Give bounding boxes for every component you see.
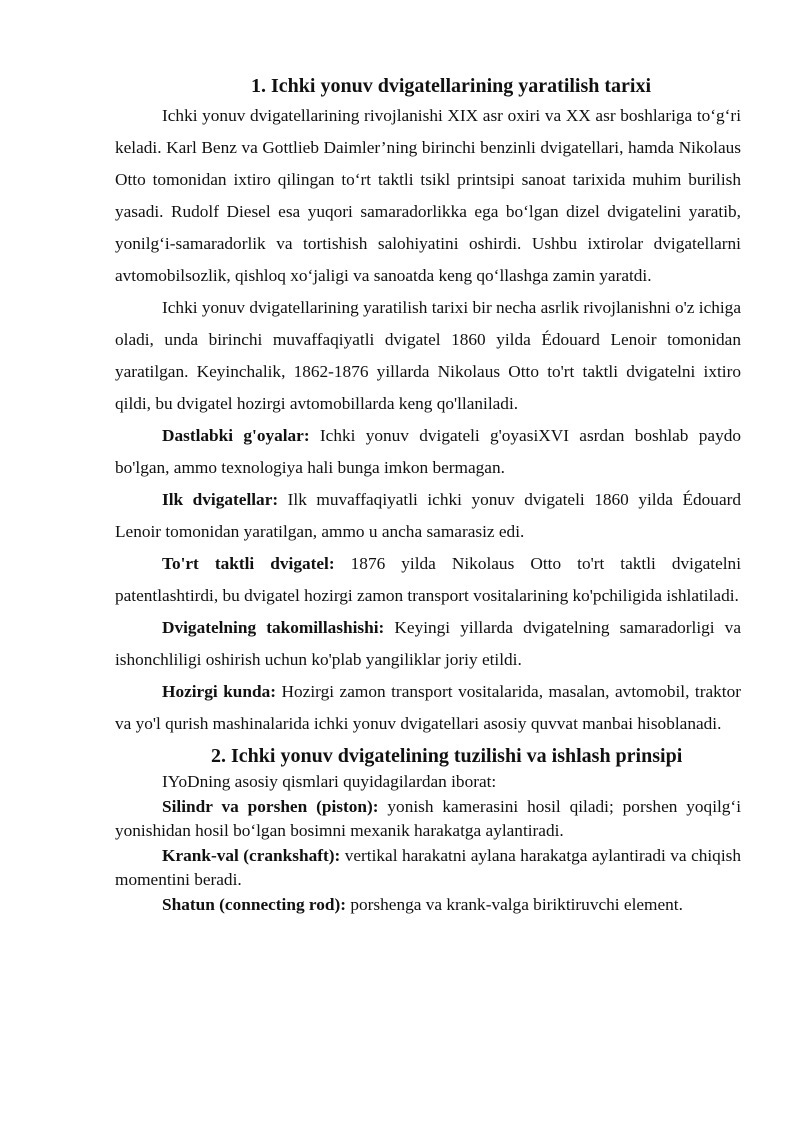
list-item-improvement <box>115 612 741 676</box>
list-item-first-engines <box>115 484 741 548</box>
term-improvement: Dvigatelning takomillashishi: <box>162 618 385 637</box>
text-early-ideas: Ichki yonuv dvigateli g'oyasiXVI asrdan boshlab paydo bo'lgan, ammo texnologiya hali bunga imkon bermagan. <box>115 426 741 477</box>
text-nowadays: Hozirgi zamon transport vositalarida, masalan, avtomobil, traktor va yo'l qurish mashinalarida ichki yonuv dvigatellari asosiy quvvat manbai hisoblanadi. <box>115 682 741 733</box>
text-cylinder-piston: yonish kamerasini hosil qiladi; porshen yoqilg‘i yonishidan hosil bo‘lgan bosimni mexanik harakatga aylantiradi. <box>115 796 741 840</box>
list-item-early-ideas <box>115 420 741 484</box>
list-item-cylinder-piston <box>115 795 741 844</box>
list-item-nowadays <box>115 676 741 740</box>
text-connecting-rod: porshenga va krank-valga biriktiruvchi element. <box>346 894 683 914</box>
term-nowadays: Hozirgi kunda: <box>162 682 277 701</box>
text-improvement: Keyingi yillarda dvigatelning samaradorligi va ishonchliligi oshirish uchun ko'plab yangiliklar joriy etildi. <box>115 618 741 669</box>
section-1-paragraph-2: Ichki yonuv dvigatellarining yaratilish tarixi bir necha asrlik rivojlanishni o'z ichiga oladi, unda birinchi muvaffaqiyatli dvigatel 1860 yilda Édouard Lenoir tomonidan yaratilgan. Keyinchalik, 1862-1876 yillarda Nikolaus Otto to'rt taktli dvigatelni ixtiro qildi, bu dvigatel hozirgi avtomobillarda keng qo'llaniladi. <box>115 298 741 413</box>
term-first-engines: Ilk dvigatellar: <box>162 490 279 509</box>
text-first-engines: Ilk muvaffaqiyatli ichki yonuv dvigateli 1860 yilda Édouard Lenoir tomonidan yaratilgan, ammo u ancha samarasiz edi. <box>115 490 742 541</box>
term-crankshaft: Krank-val (crankshaft): <box>162 845 341 865</box>
section-2-intro: IYoDning asosiy qismlari quyidagilardan iborat: <box>162 772 497 791</box>
term-cylinder-piston: Silindr va porshen (piston): <box>162 796 379 816</box>
list-item-connecting-rod <box>115 893 741 918</box>
text-four-stroke: 1876 yilda Nikolaus Otto to'rt taktli dvigatelni patentlashtirdi, bu dvigatel hozirgi zamon transport vositalarining ko'pchiligida ishlatiladi. <box>115 554 741 605</box>
term-four-stroke: To'rt taktli dvigatel: <box>162 554 335 573</box>
section-2-heading: 2. Ichki yonuv dvigatelining tuzilishi va ishlash prinsipi <box>211 745 683 767</box>
document-page <box>115 72 741 917</box>
list-item-crankshaft <box>115 844 741 893</box>
section-1-heading: 1. Ichki yonuv dvigatellarining yaratilish tarixi <box>251 75 652 97</box>
term-early-ideas: Dastlabki g'oyalar: <box>162 426 310 445</box>
text-crankshaft: vertikal harakatni aylana harakatga aylantiradi va chiqish momentini beradi. <box>115 845 741 889</box>
list-item-four-stroke <box>115 548 741 612</box>
term-connecting-rod: Shatun (connecting rod): <box>162 894 347 914</box>
section-1-paragraph-1: Ichki yonuv dvigatellarining rivojlanishi XIX asr oxiri va XX asr boshlariga to‘g‘ri keladi. Karl Benz va Gottlieb Daimler’ning birinchi benzinli dvigatellari, hamda Nikolaus Otto tomonidan ixtiro qilingan to‘rt taktli tsikl printsipi sanoat tarixida muhim burilish yasadi. Rudolf Diesel esa yuqori samaradorlikka ega bo‘lgan dizel dvigatelini yaratib, yonilg‘i-samaradorlik va tortishish salohiyatini oshirdi. Ushbu ixtirolar dvigatellarni avtomobilsozlik, qishloq xo‘jaligi va sanoatda keng qo‘llashga zamin yaratdi. <box>115 106 741 285</box>
